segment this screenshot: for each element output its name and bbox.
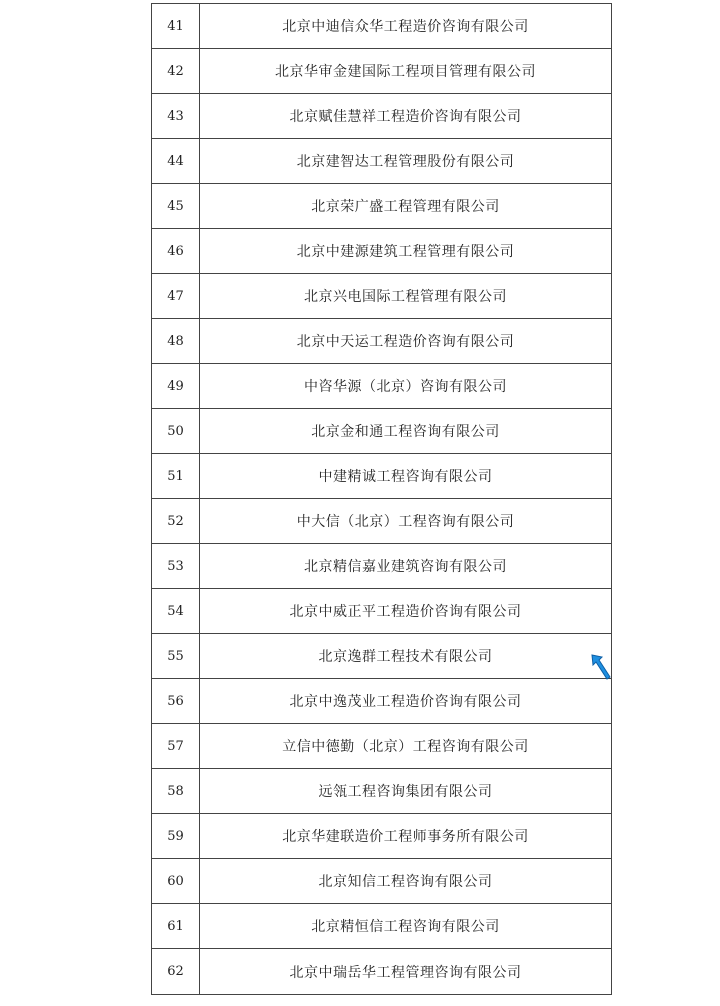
table-row bbox=[152, 4, 612, 49]
company-name: 立信中德勤（北京）工程咨询有限公司 bbox=[200, 724, 612, 769]
row-number: 54 bbox=[152, 589, 200, 634]
table-row bbox=[152, 229, 612, 274]
row-number: 44 bbox=[152, 139, 200, 184]
company-name: 北京建智达工程管理股份有限公司 bbox=[200, 139, 612, 184]
row-number: 53 bbox=[152, 544, 200, 589]
table-row bbox=[152, 814, 612, 859]
company-name: 北京华建联造价工程师事务所有限公司 bbox=[200, 814, 612, 859]
row-number: 59 bbox=[152, 814, 200, 859]
row-number: 57 bbox=[152, 724, 200, 769]
table-row bbox=[152, 364, 612, 409]
table-row bbox=[152, 679, 612, 724]
company-name: 北京逸群工程技术有限公司 bbox=[200, 634, 612, 679]
table-row bbox=[152, 904, 612, 949]
row-number: 61 bbox=[152, 904, 200, 949]
company-name: 北京中逸茂业工程造价咨询有限公司 bbox=[200, 679, 612, 724]
company-name: 北京精恒信工程咨询有限公司 bbox=[200, 904, 612, 949]
company-name: 北京金和通工程咨询有限公司 bbox=[200, 409, 612, 454]
company-name: 北京华审金建国际工程项目管理有限公司 bbox=[200, 49, 612, 94]
row-number: 52 bbox=[152, 499, 200, 544]
company-list-table bbox=[151, 3, 612, 995]
row-number: 55 bbox=[152, 634, 200, 679]
table-row bbox=[152, 949, 612, 995]
row-number: 50 bbox=[152, 409, 200, 454]
row-number: 43 bbox=[152, 94, 200, 139]
row-number: 48 bbox=[152, 319, 200, 364]
company-name: 北京兴电国际工程管理有限公司 bbox=[200, 274, 612, 319]
company-name: 北京精信嘉业建筑咨询有限公司 bbox=[200, 544, 612, 589]
row-number: 56 bbox=[152, 679, 200, 724]
table-row bbox=[152, 724, 612, 769]
company-name: 中建精诚工程咨询有限公司 bbox=[200, 454, 612, 499]
table-row bbox=[152, 499, 612, 544]
table-row bbox=[152, 274, 612, 319]
table-body bbox=[152, 4, 612, 995]
company-name: 北京中天运工程造价咨询有限公司 bbox=[200, 319, 612, 364]
company-name: 中大信（北京）工程咨询有限公司 bbox=[200, 499, 612, 544]
company-name: 远瓴工程咨询集团有限公司 bbox=[200, 769, 612, 814]
row-number: 42 bbox=[152, 49, 200, 94]
row-number: 58 bbox=[152, 769, 200, 814]
row-number: 60 bbox=[152, 859, 200, 904]
table-row bbox=[152, 769, 612, 814]
row-number: 51 bbox=[152, 454, 200, 499]
company-name: 北京荣广盛工程管理有限公司 bbox=[200, 184, 612, 229]
company-table-wrapper bbox=[151, 3, 612, 995]
company-name: 北京中建源建筑工程管理有限公司 bbox=[200, 229, 612, 274]
table-row bbox=[152, 184, 612, 229]
company-name: 北京中瑞岳华工程管理咨询有限公司 bbox=[200, 949, 612, 995]
table-row bbox=[152, 634, 612, 679]
company-name: 北京中威正平工程造价咨询有限公司 bbox=[200, 589, 612, 634]
row-number: 41 bbox=[152, 4, 200, 49]
table-row bbox=[152, 94, 612, 139]
table-row bbox=[152, 544, 612, 589]
row-number: 62 bbox=[152, 949, 200, 995]
company-name: 北京知信工程咨询有限公司 bbox=[200, 859, 612, 904]
mouse-cursor-icon bbox=[590, 653, 612, 681]
table-row bbox=[152, 454, 612, 499]
table-row bbox=[152, 49, 612, 94]
row-number: 45 bbox=[152, 184, 200, 229]
table-row bbox=[152, 139, 612, 184]
table-row bbox=[152, 859, 612, 904]
table-row bbox=[152, 319, 612, 364]
table-row bbox=[152, 409, 612, 454]
row-number: 47 bbox=[152, 274, 200, 319]
row-number: 46 bbox=[152, 229, 200, 274]
company-name: 北京中迪信众华工程造价咨询有限公司 bbox=[200, 4, 612, 49]
company-name: 中咨华源（北京）咨询有限公司 bbox=[200, 364, 612, 409]
row-number: 49 bbox=[152, 364, 200, 409]
company-name: 北京赋佳慧祥工程造价咨询有限公司 bbox=[200, 94, 612, 139]
table-row bbox=[152, 589, 612, 634]
